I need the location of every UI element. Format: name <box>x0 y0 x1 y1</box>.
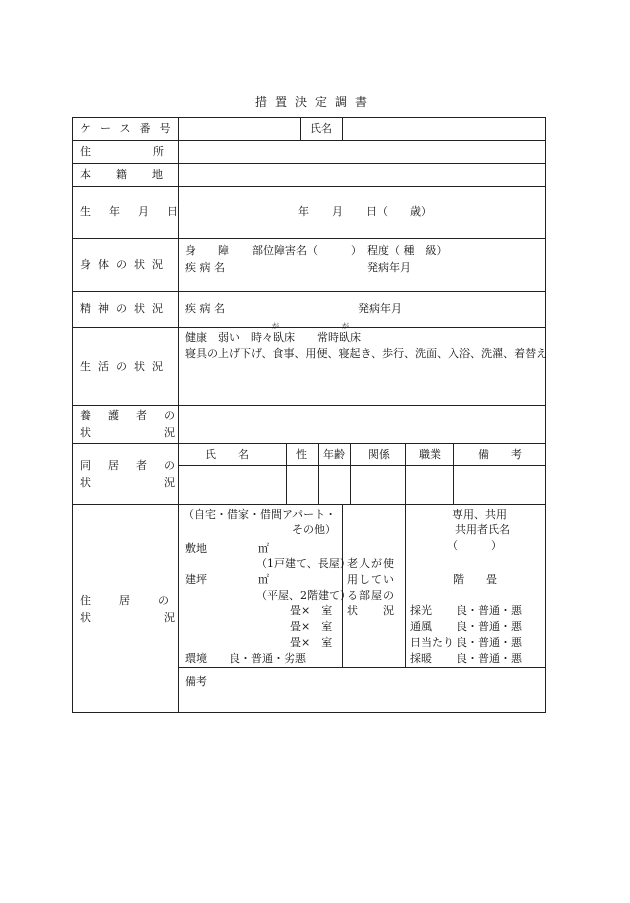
life-status-label: 生活の状況 <box>80 360 170 373</box>
case-number-field[interactable] <box>179 118 299 139</box>
body-disease: 疾 病 名 <box>185 261 225 274</box>
cohab-header-job: 職業 <box>419 448 441 461</box>
housing-type-1: （自宅・借家・借間アパート・ <box>183 508 337 521</box>
body-disability: 身 障 <box>185 244 229 257</box>
birth-year: 年 <box>298 205 309 218</box>
housing-room-2: 畳× 室 <box>290 620 333 633</box>
cohab-header-relation: 関係 <box>368 448 390 461</box>
birth-month: 月 <box>332 205 343 218</box>
name-label: 氏名 <box>310 122 332 135</box>
elder-room-line-2: 用してい <box>347 573 395 586</box>
mental-disease: 疾 病 名 <box>185 302 225 315</box>
honseki-label: 本籍地 <box>80 168 188 181</box>
guardian-label-2: 状況 <box>80 426 248 439</box>
cond-heating-key: 採暖 <box>410 652 432 665</box>
shared-user-paren: （ ） <box>447 539 502 552</box>
address-field[interactable] <box>179 141 545 162</box>
life-adl-items: 寝具の上げ下げ、食事、用便、寝起き、歩行、洗面、入浴、洗濯、着替え <box>185 347 548 360</box>
guardian-field[interactable] <box>179 406 545 442</box>
cohab-header-age: 年齢 <box>323 448 345 461</box>
body-part: 部位障害名（ ） <box>252 244 362 257</box>
honseki-field[interactable] <box>179 164 545 185</box>
body-status-label: 身体の状況 <box>80 258 170 271</box>
birth-day: 日 <box>366 205 377 218</box>
name-field[interactable] <box>343 118 545 139</box>
cohab-header-name: 氏 名 <box>205 448 249 461</box>
cond-heating-val: 良・普通・悪 <box>456 652 522 665</box>
birth-age: （ 歳） <box>377 205 432 218</box>
housing-floor-label: 建坪 <box>185 573 207 586</box>
cond-lighting-val: 良・普通・悪 <box>456 604 522 617</box>
elder-room-line-4: 状 況 <box>347 604 395 617</box>
housing-remarks-field[interactable] <box>179 668 545 712</box>
birth-label: 生年月日 <box>80 205 196 218</box>
cond-sunlight-val: 良・普通・悪 <box>456 636 522 649</box>
cohab-header-note: 備 考 <box>478 448 522 461</box>
cond-ventilation-key: 通風 <box>410 620 432 633</box>
address-label: 住所 <box>80 145 226 158</box>
housing-room-1: 畳× 室 <box>290 604 333 617</box>
housing-site-type: （1戸建て、長屋） <box>256 557 351 570</box>
cohab-label-2: 状況 <box>80 476 248 489</box>
cond-lighting-key: 採光 <box>410 604 432 617</box>
cohab-header-sex: 性 <box>296 448 307 461</box>
housing-floor-type: （平屋、2階建て） <box>256 589 351 602</box>
body-degree: 程度（ 種 級） <box>367 244 448 257</box>
housing-environment: 環境 良・普通・劣悪 <box>185 652 306 665</box>
housing-room-3: 畳× 室 <box>290 636 333 649</box>
housing-site-label: 敷地 <box>185 542 207 555</box>
elder-room-line-3: る部屋の <box>347 589 395 602</box>
mental-status-label: 精神の状況 <box>80 302 170 315</box>
housing-label-1: 住居の <box>80 594 197 607</box>
housing-floor-unit: ㎡ <box>258 573 269 586</box>
shared-user-name: 共用者氏名 <box>455 523 510 536</box>
guardian-label-1: 養護者の <box>80 409 192 422</box>
life-health-options: 健康 弱い 時々臥床 常時臥床 <box>185 331 361 344</box>
housing-remarks: 備考 <box>185 675 207 688</box>
body-onset: 発病年月 <box>367 261 411 274</box>
tatami-floor: 階 畳 <box>453 573 497 586</box>
cohab-label-1: 同居者の <box>80 459 192 472</box>
housing-site-unit: ㎡ <box>258 542 269 555</box>
housing-label-2: 状況 <box>80 611 248 624</box>
cond-ventilation-val: 良・普通・悪 <box>456 620 522 633</box>
document-title: 措置決定調書 <box>254 95 375 109</box>
elder-room-line-1: 老人が使 <box>347 557 395 570</box>
case-number-label: ケース番号 <box>80 122 180 135</box>
ruby-ga-1: が <box>272 322 279 330</box>
mental-onset: 発病年月 <box>358 302 402 315</box>
shared-use: 専用、共用 <box>452 508 507 521</box>
housing-type-2: その他） <box>292 523 336 536</box>
cond-sunlight-key: 日当たり <box>410 636 454 649</box>
ruby-ga-2: が <box>342 322 349 330</box>
